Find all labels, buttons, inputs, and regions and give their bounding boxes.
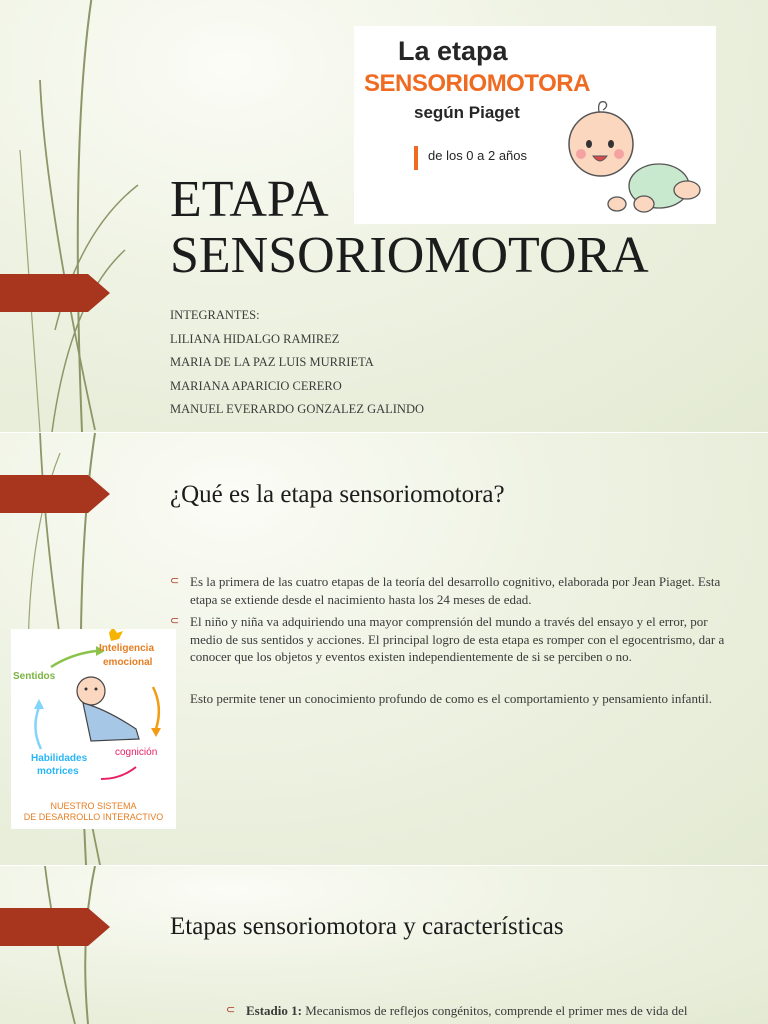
members-heading: INTEGRANTES: <box>170 308 260 322</box>
diagram-caption-1: NUESTRO SISTEMA <box>50 801 137 811</box>
diagram-caption-2: DE DESARROLLO INTERACTIVO <box>23 812 164 822</box>
stage-bullet <box>226 1003 688 1019</box>
bullet-item <box>170 613 730 666</box>
member-name: MARIA DE LA PAZ LUIS MURRIETA <box>170 355 374 369</box>
label-motrices: motrices <box>37 766 79 777</box>
accent-tab <box>0 475 110 513</box>
piaget-banner-image <box>354 26 716 224</box>
banner-accent-bar <box>414 146 418 170</box>
slide-definition <box>0 433 768 865</box>
member-name: MARIANA APARICIO CERERO <box>170 378 342 393</box>
member-name: MANUEL EVERARDO GONZALEZ GALINDO <box>170 402 425 416</box>
label-sentidos: Sentidos <box>13 671 56 682</box>
label-inteligencia: Inteligencia <box>99 643 155 654</box>
label-cognicion: cognición <box>115 747 158 758</box>
plant-decoration <box>0 0 140 432</box>
label-emocional: emocional <box>103 657 153 668</box>
label-habilidades: Habilidades <box>31 753 88 764</box>
stage-text: Mecanismos de reflejos congénitos, comprende el primer mes de vida del <box>301 1003 688 1018</box>
banner-age-range: de los 0 a 2 años <box>428 148 528 163</box>
banner-line-3: según Piaget <box>414 103 520 122</box>
paragraph-text: Esto permite tener un conocimiento profundo de como es el comportamiento y pensamiento infantil. <box>190 691 713 706</box>
crawling-baby-icon <box>559 94 709 219</box>
stage-label: Estadio 1: <box>246 1003 302 1018</box>
title-line-2: SENSORIOMOTORA <box>170 227 649 284</box>
section-title: Etapas sensoriomotora y características <box>170 913 564 940</box>
title-line-1: ETAPA <box>170 171 329 228</box>
slide-stages <box>0 866 768 1024</box>
accent-tab <box>0 908 110 946</box>
paragraph <box>190 690 730 708</box>
development-diagram-image <box>11 629 176 829</box>
bullet-text: El niño y niña va adquiriendo una mayor comprensión del mundo a través del ensayo y el error, por medio de sus sentidos y acciones. El principal logro de esta etapa es romper con el egocentrismo, dar a conocer que los objetos y eventos existen independientemente de si se perciben o no. <box>190 614 725 664</box>
member-name: LILIANA HIDALGO RAMIREZ <box>170 331 340 346</box>
bullet-marker-icon: ⊂ <box>170 615 180 627</box>
slide-title <box>0 0 768 432</box>
banner-line-1: La etapa <box>398 36 508 66</box>
bullet-item <box>170 573 730 608</box>
bullet-text: Es la primera de las cuatro etapas de la teoría del desarrollo cognitivo, elaborada por Jean Piaget. Esta etapa se extiende desde el nacimiento hasta los 24 meses de edad. <box>190 574 721 607</box>
banner-line-2: SENSORIOMOTORA <box>364 70 590 97</box>
members-list <box>170 304 424 422</box>
section-title: ¿Qué es la etapa sensoriomotora? <box>170 481 505 508</box>
bullet-marker-icon: ⊂ <box>170 575 180 587</box>
bullet-marker-icon: ⊂ <box>226 1004 236 1016</box>
accent-tab <box>0 274 110 312</box>
